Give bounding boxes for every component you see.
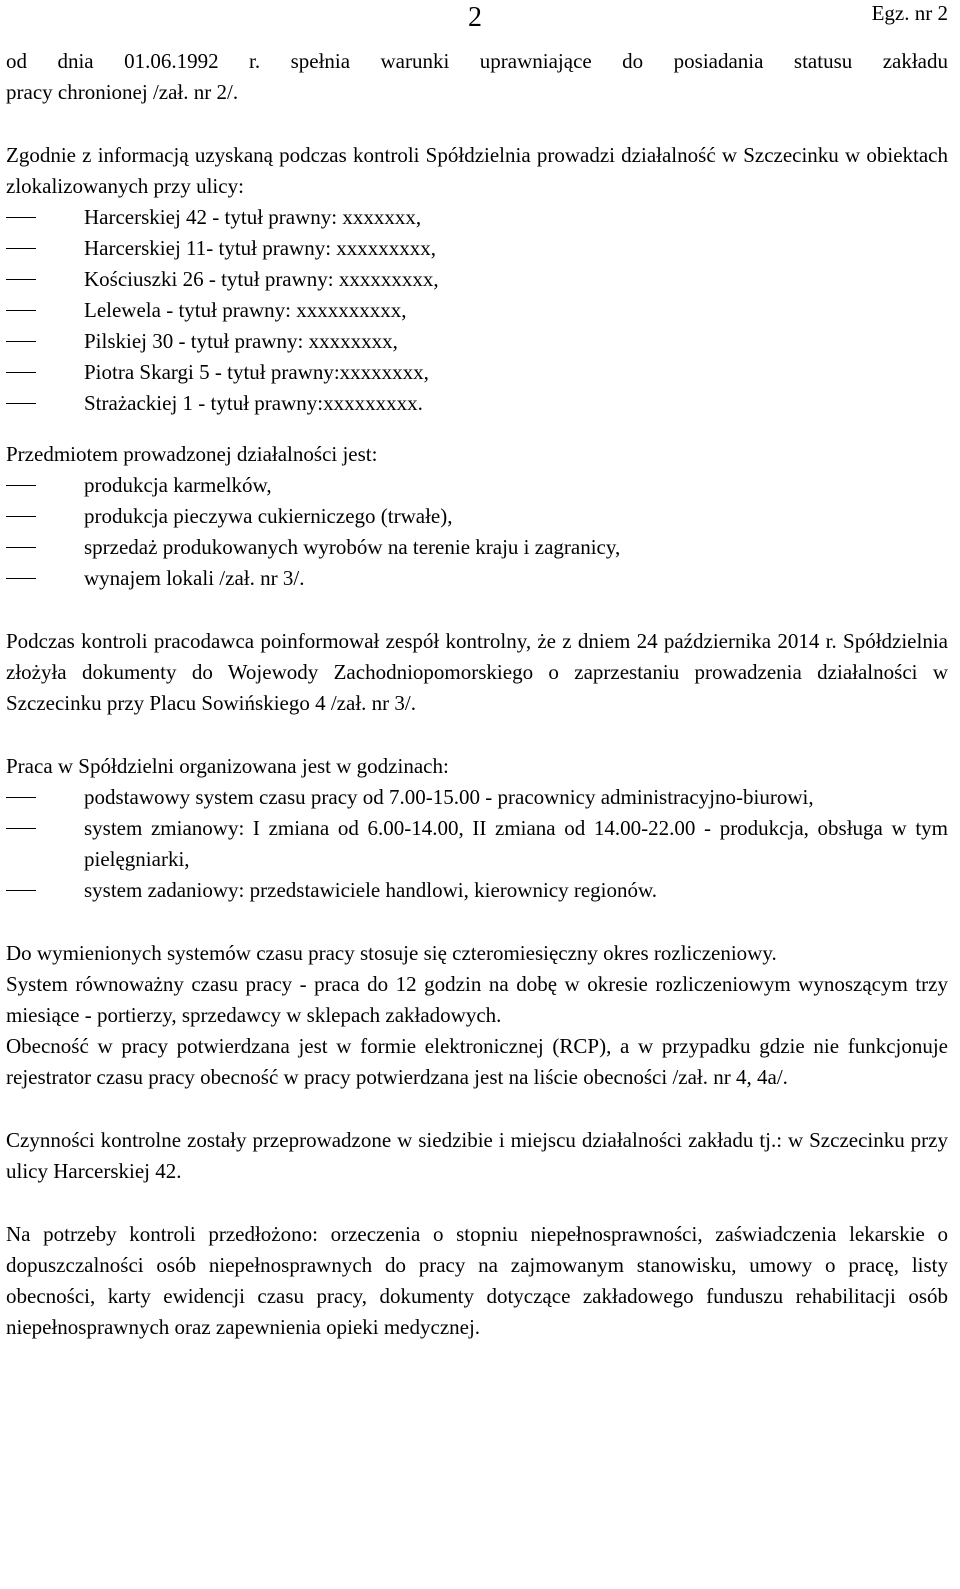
work-hours-intro: Praca w Spółdzielni organizowana jest w godzinach:	[6, 754, 449, 778]
closure-paragraph: Podczas kontroli pracodawca poinformował zespół kontrolny, że z dniem 24 października 2014 r. Spółdzielnia złożyła dokumenty do Wojewody Zachodniopomorskiego o zaprzestaniu prowadzenia działalności w Szczecinku przy Placu Sowińskiego 4 /zał. nr 3/.	[6, 629, 948, 715]
intro-line-1: od dnia 01.06.1992 r. spełnia warunki uprawniające do posiadania statusu zakładu	[6, 49, 948, 73]
list-item: wynajem lokali /zał. nr 3/.	[6, 563, 948, 594]
list-item: Piotra Skargi 5 - tytuł prawny:xxxxxxxx,	[6, 357, 948, 388]
dash-bullet	[6, 248, 36, 249]
dash-bullet	[6, 372, 36, 373]
list-item: Pilskiej 30 - tytuł prawny: xxxxxxxx,	[6, 326, 948, 357]
locations-list	[6, 202, 948, 419]
list-item: Harcerskiej 42 - tytuł prawny: xxxxxxx,	[6, 202, 948, 233]
dash-bullet	[6, 403, 36, 404]
intro-line-2: pracy chronionej /zał. nr 2/.	[6, 80, 239, 104]
dash-bullet	[6, 310, 36, 311]
dash-bullet	[6, 890, 36, 891]
dash-bullet	[6, 485, 36, 486]
activity-list	[6, 470, 948, 594]
list-item: produkcja pieczywa cukierniczego (trwałe),	[6, 501, 948, 532]
dash-bullet	[6, 341, 36, 342]
copy-label: Egz. nr 2	[871, 1, 948, 25]
list-item: sprzedaż produkowanych wyrobów na terenie kraju i zagranicy,	[6, 532, 948, 563]
list-item: Lelewela - tytuł prawny: xxxxxxxxxx,	[6, 295, 948, 326]
dash-bullet	[6, 828, 36, 829]
list-item: system zmianowy: I zmiana od 6.00-14.00, II zmiana od 14.00-22.00 - produkcja, obsługa w tym pielęgniarki,	[6, 813, 948, 875]
locations-intro: Zgodnie z informacją uzyskaną podczas kontroli Spółdzielnia prowadzi działalność w Szczecinku w obiektach zlokalizowanych przy ulicy:	[6, 143, 948, 198]
list-item: system zadaniowy: przedstawiciele handlowi, kierownicy regionów.	[6, 875, 948, 906]
settlement-paragraph-3: Obecność w pracy potwierdzana jest w formie elektronicznej (RCP), a w przypadku gdzie nie funkcjonuje rejestrator czasu pracy obecność w pracy potwierdzana jest na liście obecności /zał. nr 4, 4a/.	[6, 1034, 948, 1089]
list-item: Strażackiej 1 - tytuł prawny:xxxxxxxxx.	[6, 388, 948, 419]
list-item: podstawowy system czasu pracy od 7.00-15.00 - pracownicy administracyjno-biurowi,	[6, 782, 948, 813]
dash-bullet	[6, 516, 36, 517]
dash-bullet	[6, 547, 36, 548]
page-header	[6, 0, 948, 46]
activity-intro: Przedmiotem prowadzonej działalności jest:	[6, 442, 378, 466]
document-body	[6, 46, 948, 1343]
dash-bullet	[6, 797, 36, 798]
dash-bullet	[6, 279, 36, 280]
work-hours-list	[6, 782, 948, 906]
dash-bullet	[6, 217, 36, 218]
document-page	[6, 0, 948, 1589]
settlement-paragraph-1: Do wymienionych systemów czasu pracy stosuje się czteromiesięczny okres rozliczeniowy.	[6, 941, 777, 965]
list-item: produkcja karmelków,	[6, 470, 948, 501]
list-item: Kościuszki 26 - tytuł prawny: xxxxxxxxx,	[6, 264, 948, 295]
documents-paragraph: Na potrzeby kontroli przedłożono: orzeczenia o stopniu niepełnosprawności, zaświadczenia lekarskie o dopuszczalności osób niepełnosprawnych do pracy na zajmowanym stanowisku, umowy o pracę, listy obecności, karty ewidencji czasu pracy, dokumenty dotyczące zakładowego funduszu rehabilitacji osób niepełnosprawnych oraz zapewnienia opieki medycznej.	[6, 1222, 948, 1339]
dash-bullet	[6, 578, 36, 579]
list-item: Harcerskiej 11- tytuł prawny: xxxxxxxxx,	[6, 233, 948, 264]
inspection-place-paragraph: Czynności kontrolne zostały przeprowadzone w siedzibie i miejscu działalności zakładu tj.: w Szczecinku przy ulicy Harcerskiej 42.	[6, 1128, 948, 1183]
settlement-paragraph-2: System równoważny czasu pracy - praca do 12 godzin na dobę w okresie rozliczeniowym wynoszącym trzy miesiące - portierzy, sprzedawcy w sklepach zakładowych.	[6, 972, 948, 1027]
page-number: 2	[468, 2, 482, 33]
